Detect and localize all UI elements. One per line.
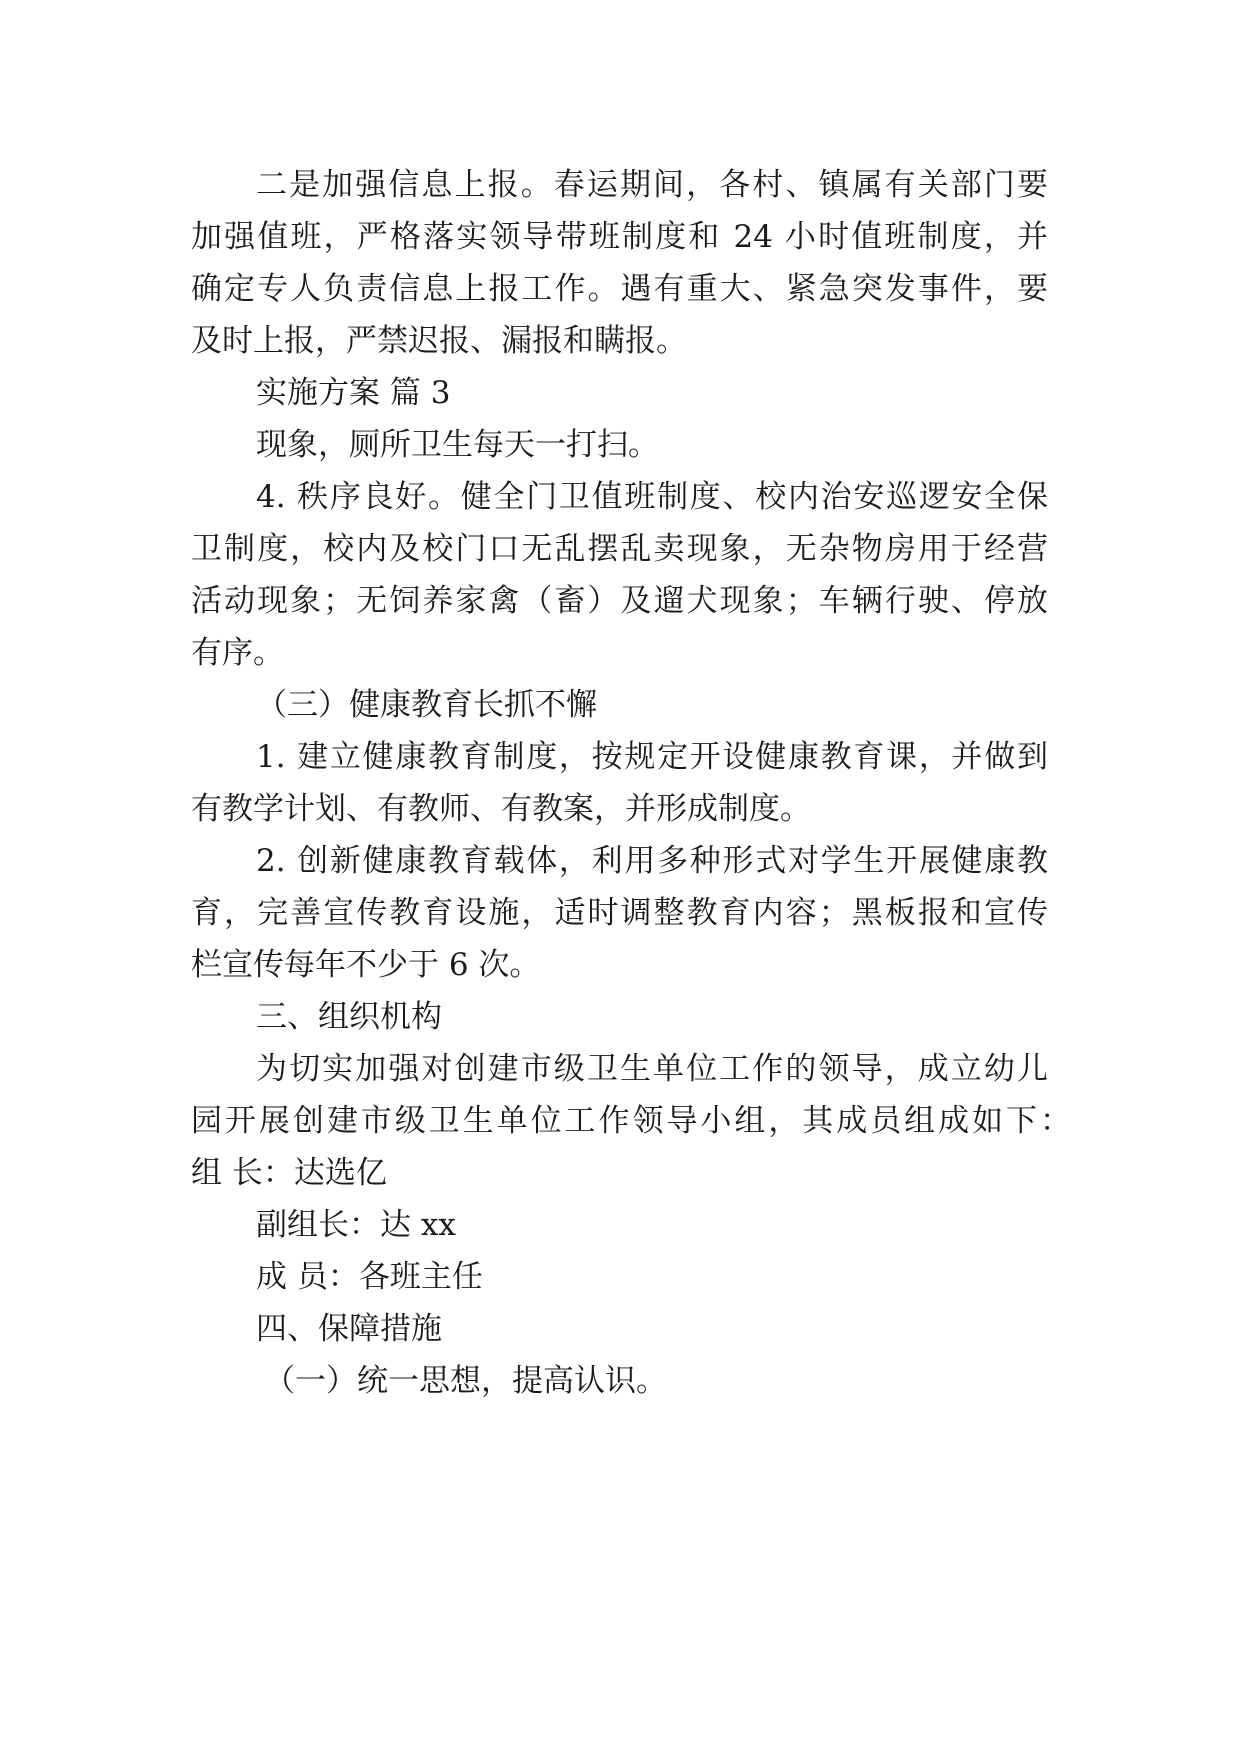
member-line: 副组长：达 xx — [256, 1207, 456, 1243]
paragraph-line: 育，完善宣传教育设施，适时调整教育内容；黑板报和宣传 — [191, 895, 1048, 931]
paragraph-line: 4. 秩序良好。健全门卫值班制度、校内治安巡逻安全保 — [256, 479, 1048, 515]
paragraph-line: 二是加强信息上报。春运期间，各村、镇属有关部门要 — [256, 167, 1048, 203]
member-line: 成 员：各班主任 — [256, 1259, 483, 1295]
paragraph-line: 1. 建立健康教育制度，按规定开设健康教育课，并做到 — [256, 739, 1048, 775]
subsection-heading: （一）统一思想，提高认识。 — [264, 1363, 667, 1399]
paragraph-line: 活动现象；无饲养家禽（畜）及遛犬现象；车辆行驶、停放 — [191, 583, 1048, 619]
paragraph-line: 确定专人负责信息上报工作。遇有重大、紧急突发事件，要 — [191, 271, 1048, 307]
section-heading: 三、组织机构 — [256, 999, 442, 1035]
paragraph-line: 有序。 — [191, 635, 284, 671]
subsection-heading: （三）健康教育长抓不懈 — [256, 687, 597, 723]
section-heading: 实施方案 篇 3 — [256, 375, 451, 411]
paragraph-line: 2. 创新健康教育载体，利用多种形式对学生开展健康教 — [256, 843, 1048, 879]
paragraph-line: 及时上报，严禁迟报、漏报和瞒报。 — [191, 323, 687, 359]
member-line: 组 长：达选亿 — [191, 1155, 387, 1191]
paragraph-line: 有教学计划、有教师、有教案，并形成制度。 — [191, 791, 811, 827]
paragraph-line: 栏宣传每年不少于 6 次。 — [191, 947, 541, 983]
paragraph-line: 为切实加强对创建市级卫生单位工作的领导，成立幼儿 — [256, 1051, 1048, 1087]
section-heading: 四、保障措施 — [256, 1311, 442, 1347]
paragraph-line: 现象，厕所卫生每天一打扫。 — [256, 427, 659, 463]
paragraph-line: 卫制度，校内及校门口无乱摆乱卖现象，无杂物房用于经营 — [191, 531, 1048, 567]
paragraph-line: 园开展创建市级卫生单位工作领导小组，其成员组成如下： — [191, 1103, 1071, 1139]
paragraph-line: 加强值班，严格落实领导带班制度和 24 小时值班制度，并 — [191, 219, 1048, 255]
